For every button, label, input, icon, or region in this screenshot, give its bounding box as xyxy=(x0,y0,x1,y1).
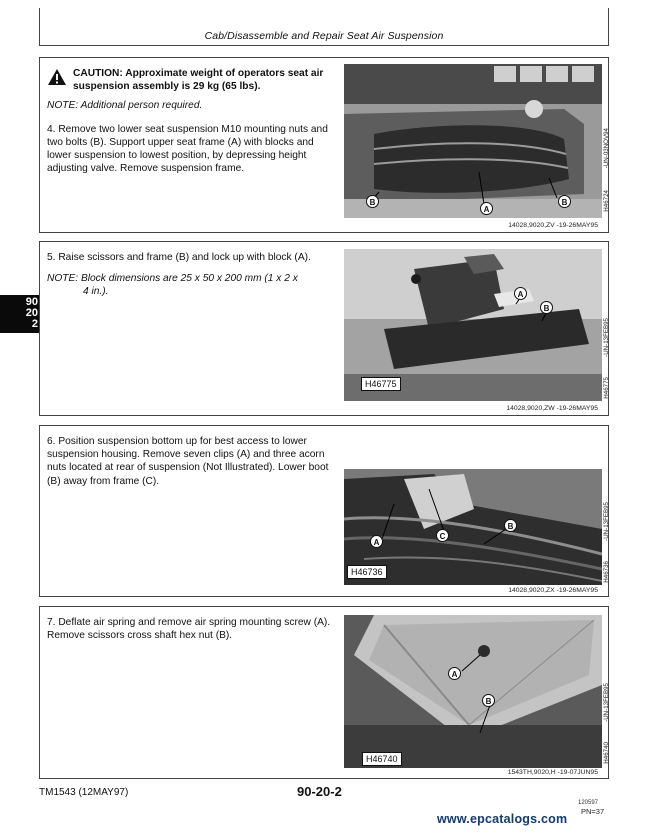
callout-b: B xyxy=(366,195,379,208)
step-6-panel xyxy=(39,425,609,597)
page-header xyxy=(39,8,609,46)
figure-code: 14028,9020,ZW -19-26MAY95 xyxy=(506,405,598,412)
step-6-text: 6. Position suspension bottom up for best access to lower suspension housing. Remove seven clips (A) and three acorn nuts located at rear of suspension (Not Illustrated). Lower boot (B) away from frame (C). xyxy=(47,436,329,487)
image-label: H46775 xyxy=(361,377,401,391)
step-5-panel xyxy=(39,241,609,416)
callout-a: A xyxy=(480,202,493,215)
step-4-text: 4. Remove two lower seat suspension M10 mounting nuts and two bolts (B). Support upper seat frame (A) with blocks and lower suspension to lowest position, by depressing height adjusting valve. Remove suspension frame. xyxy=(47,123,328,175)
page-number: PN=37 xyxy=(581,807,605,816)
callout-b: B xyxy=(504,519,517,532)
image-code: -UN-13FEB95 xyxy=(603,502,610,541)
step-7-photo xyxy=(344,615,602,768)
image-id: H46736 xyxy=(603,561,610,583)
step-7-panel xyxy=(39,606,609,779)
section-tab-line: 90 xyxy=(25,296,38,308)
figure-code: 1543TH,9020,H -19-07JUN95 xyxy=(507,769,598,776)
section-tab-line: 2 xyxy=(31,318,38,330)
image-label: H46736 xyxy=(347,565,387,579)
image-code: -UN-13FEB95 xyxy=(603,683,610,722)
callout-a: A xyxy=(448,667,461,680)
image-id: H46724 xyxy=(603,190,610,212)
step-4-panel xyxy=(39,57,609,233)
note-text: NOTE: Additional person required. xyxy=(47,100,203,112)
step-7-text: 7. Deflate air spring and remove air spring mounting screw (A). Remove scissors cross shaft hex nut (B). xyxy=(47,617,331,642)
step-6-photo xyxy=(344,469,602,585)
note-text-continued: 4 in.). xyxy=(83,286,109,298)
image-code: -UN-03NOV94 xyxy=(603,128,610,169)
image-id: H46775 xyxy=(603,377,610,399)
step-5-photo xyxy=(344,249,602,401)
image-id: H46740 xyxy=(603,742,610,764)
figure-code: 14028,9020,ZX -19-26MAY95 xyxy=(508,587,598,594)
step-4-photo xyxy=(344,64,602,218)
figure-code: 14028,9020,ZV -19-26MAY95 xyxy=(508,222,598,229)
date-code: 120597 xyxy=(578,800,599,806)
page-title: Cab/Disassemble and Repair Seat Air Suspension xyxy=(204,30,444,42)
caution-text: CAUTION: Approximate weight of operators seat air suspension assembly is 29 kg (65 lbs). xyxy=(73,68,324,93)
callout-c: C xyxy=(436,529,449,542)
image-code: -UN-13FEB95 xyxy=(603,318,610,357)
callout-b: B xyxy=(482,694,495,707)
callout-a: A xyxy=(370,535,383,548)
section-tab-line: 20 xyxy=(25,307,38,319)
callout-b: B xyxy=(558,195,571,208)
manual-id: TM1543 (12MAY97) xyxy=(39,787,129,798)
callout-b: B xyxy=(540,301,553,314)
step-5-text: 5. Raise scissors and frame (B) and lock up with block (A). xyxy=(47,252,311,263)
section-tab xyxy=(0,295,40,333)
callout-a: A xyxy=(514,287,527,300)
watermark-link[interactable]: www.epcatalogs.com xyxy=(437,812,568,826)
warning-icon xyxy=(47,68,67,86)
caution-block xyxy=(47,67,339,93)
note-text: NOTE: Block dimensions are 25 x 50 x 200 mm (1 x 2 x xyxy=(47,273,298,285)
page-id: 90-20-2 xyxy=(297,784,342,799)
image-label: H46740 xyxy=(362,752,402,766)
